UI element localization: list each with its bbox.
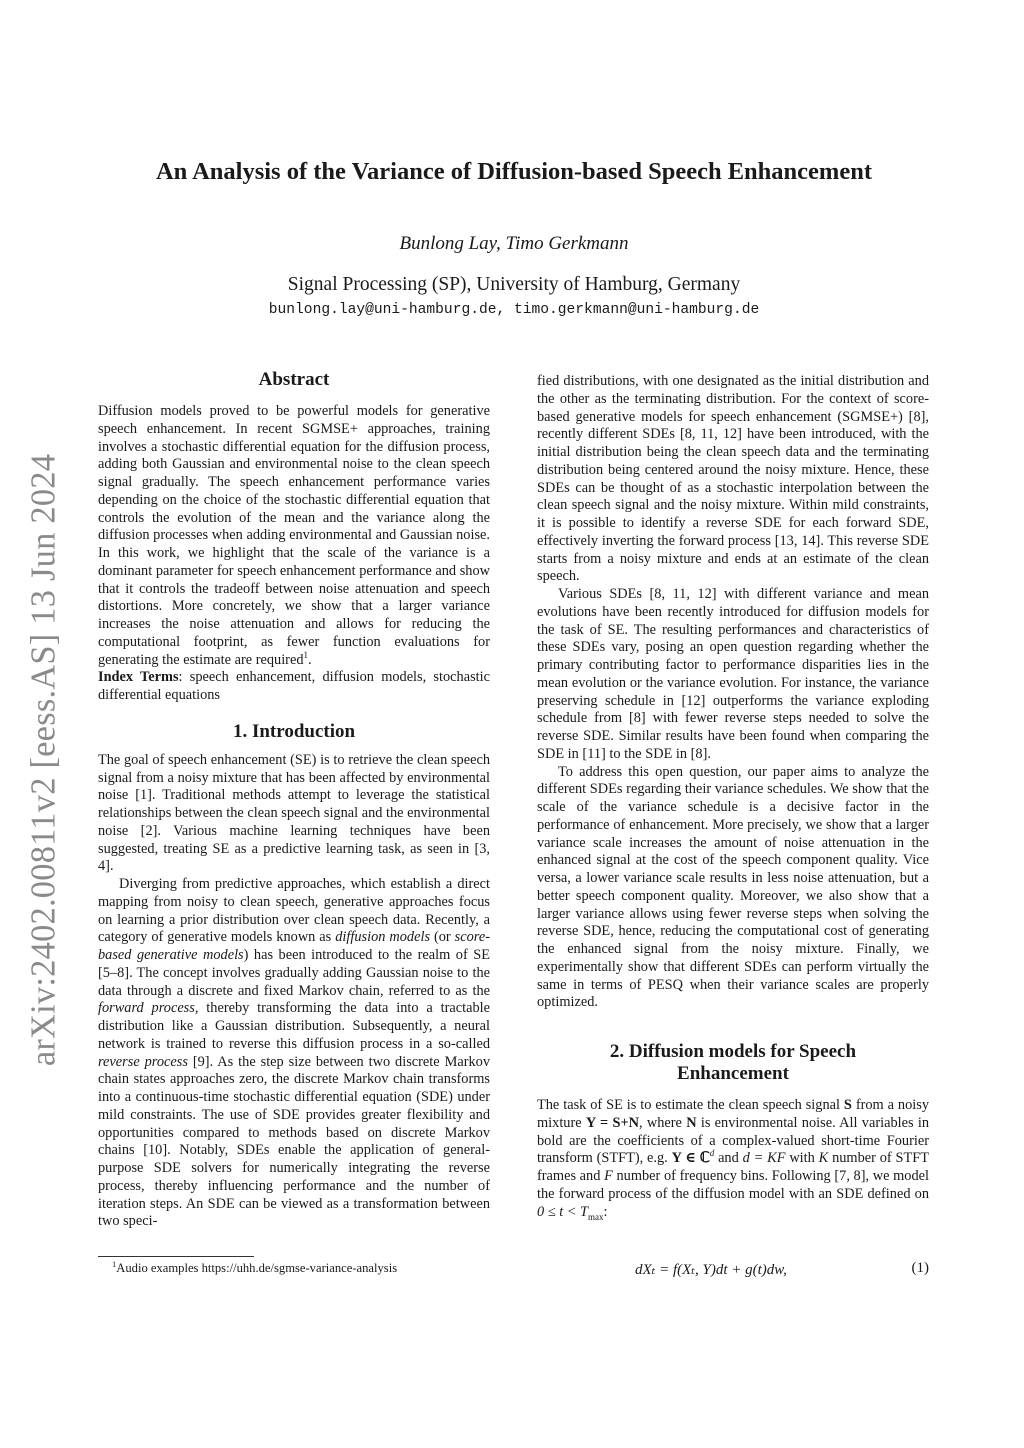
intro-paragraph-1: The goal of speech enhancement (SE) is to retrieve the clean speech signal from a noisy mixture that has been affected by environmental noise [1]. Traditional methods attempt to leverage the statistical relationships between the clean speech signal and the environmental noise [2]. Various machine learning techniques have been suggested, treating SE as a predictive learning task, as seen in [3, 4].: [98, 751, 490, 875]
intro-paragraph-3: fied distributions, with one designated as the initial distribution and the other as the terminating distribution. For the context of score-based generative models for speech enhancement (SGMSE+) [8], recently different SDEs [8, 11, 12] have been introduced, with the initial distribution being the clean speech data and the terminating distribution being centered around the noisy mixture. Hence, these SDEs can be thought of as a stochastic interpolation between the clean speech signal and the noisy mixture. Within mild constraints, it is possible to identify a reverse SDE for each forward SDE, effectively inverting the forward process [13, 14]. This reverse SDE starts from a noisy mixture and ends at an estimate of the clean speech.: [537, 373, 929, 585]
author-emails: bunlong.lay@uni-hamburg.de, timo.gerkmann@uni-hamburg.de: [268, 302, 760, 318]
affiliation: Signal Processing (SP), University of Hamburg, Germany: [287, 274, 741, 295]
intro-paragraph-5: To address this open question, our paper aims to analyze the different SDEs regarding their variance schedules. We show that the scale of the variance schedule is a decisive factor in the performance of enhancement. More precisely, we show that a larger variance scale increases the amount of noise attenuation in the enhanced signal at the cost of the speech component quality. Vice versa, a lower variance scale results in less noise attenuation, but a better speech component quality. Moreover, we also show that a larger variance allows using fewer reverse steps when solving the reverse SDE, hence, reducing the computational cost of generating the enhanced signal from the noisy mixture. Finally, we experimentally show that different SDEs can perform virtually the same in terms of PESQ when their variance scales are properly optimized.: [537, 763, 929, 1011]
section-2-heading: 2. Diffusion models for Speech Enhancement: [609, 1041, 857, 1084]
footnote: [112, 1258, 398, 1276]
introduction-heading: 1. Introduction: [232, 720, 356, 742]
right-column: [537, 373, 929, 1226]
equation-number: (1): [911, 1260, 929, 1276]
footnote-ref: 1: [303, 649, 308, 660]
authors: Bunlong Lay, Timo Gerkmann: [399, 233, 629, 254]
abstract-heading: Abstract: [258, 369, 330, 390]
footnote-rule: [98, 1256, 254, 1257]
equation-1: [537, 1260, 929, 1282]
intro-paragraph-4: Various SDEs [8, 11, 12] with different variance and mean evolutions have been recently introduced for diffusion models for the task of SE. The resulting performances and characteristics of these SDEs vary, posing an open question regarding whether the primary contributing factor to performance disparities lies in the mean evolution or the variance evolution. For instance, the variance preserving schedule in [12] outperforms the variance exploding schedule from [8] with fewer reverse steps needed to solve the reverse SDE. Similar results have been found when comparing the SDE in [11] to the SDE in [8].: [537, 586, 929, 762]
abstract-text: Diffusion models proved to be powerful models for generative speech enhancement. In recent SGMSE+ approaches, training involves a stochastic differential equation for the diffusion process, adding both Gaussian and environmental noise to the clean speech signal gradually. The speech enhancement performance varies depending on the choice of the stochastic differential equation that controls the evolution of the mean and the variance along the diffusion processes when adding environmental and Gaussian noise. In this work, we highlight that the scale of the variance is a dominant parameter for speech enhancement performance and show that it controls the tradeoff between noise attenuation and speech distortions. More concretely, we show that a larger variance increases the noise attenuation and allows for reducing the computational footprint, as fewer function evaluations for generating the estimate are required$^1$.: [98, 403, 490, 668]
intro-paragraph-2: Diverging from predictive approaches, which establish a direct mapping from noisy to clean speech, generative approaches focus on learning a prior distribution over clean speech data. Recently, a category of generative models known as diffusion models (or score-based generative models) has been introduced to the realm of SE [5–8]. The concept involves gradually adding Gaussian noise to the data through a discrete and fixed Markov chain, referred to as the forward process, thereby transforming the data into a tractable distribution like a Gaussian distribution. Subsequently, a neural network is trained to reverse this diffusion process in a so-called reverse process [9]. As the step size between two discrete Markov chain states approaches zero, the discrete Markov chain transforms into a continuous-time stochastic differential equation (SDE) under mild constraints. The use of SDE provides greater flexibility and opportunities compared to methods based on discrete Markov chains [10]. Notably, SDEs enable the application of general-purpose SDE solvers for numerically integrating the reverse process, thereby influencing performance and the number of iteration steps. An SDE can be viewed as a transformation between two speci-: [98, 876, 491, 1230]
paper-title: An Analysis of the Variance of Diffusion-based Speech Enhancement: [155, 158, 872, 185]
section-2-paragraph-1: The task of SE is to estimate the clean speech signal S from a noisy mixture Y = S+N, where N is environmental noise. All variables in bold are the coefficients of a complex-valued short-time Fourier transform (STFT), e.g. Y ∈ ℂ$^d$ and d = KF with K number of STFT frames and F number of frequency bins. Following [7, 8], we model the forward process of the diffusion model with an SDE defined on $0 \le t < T_{max}$:: [537, 1097, 930, 1222]
footnote-text: Audio examples https://uhh.de/sgmse-variance-analysis: [116, 1261, 398, 1275]
equation-body: dXₜ = f(Xₜ, Y)dt + g(t)dw,: [635, 1262, 787, 1278]
arxiv-stamp: [14, 450, 74, 1070]
index-terms-label: Index Terms: [98, 669, 179, 686]
left-column: [98, 369, 490, 1231]
footnote-mark: 1: [112, 1258, 117, 1269]
index-terms: Index Terms: speech enhancement, diffusion models, stochastic differential equations: [98, 669, 490, 703]
arxiv-identifier: arXiv:2402.00811v2 [eess.AS] 13 Jun 2024: [24, 453, 63, 1067]
